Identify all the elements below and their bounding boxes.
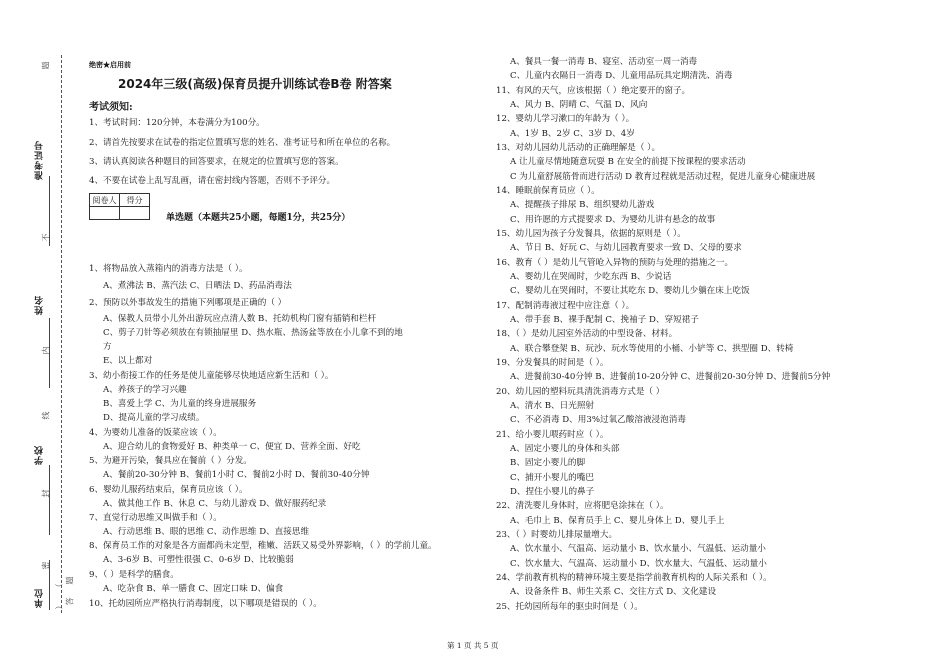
answer-options: C、饮水量大、气温高、运动量小 D、饮水量大、气温低、运动量小 — [510, 558, 767, 569]
seal-char: 内 — [41, 346, 51, 355]
answer-options: A、迎合幼儿的食物爱好 B、种类单一 C、便宜 D、营养全面、好吃 — [103, 442, 361, 452]
question-text: 7、直觉行动思维又叫做手和（ ）。 — [89, 513, 222, 523]
answer-options: A、清水 B、日光照射 — [510, 400, 595, 411]
secret-mark: 绝密★启用前 — [89, 60, 131, 69]
answer-options: A、风力 B、阴晴 C、气温 D、风向 — [510, 99, 648, 110]
seal-char: 答 — [65, 597, 75, 606]
answer-options: C、婴幼儿在哭闹时，不要让其吃东 D、婴幼儿少躺在床上吃饭 — [510, 286, 750, 297]
answer-options: C、捕开小婴儿的嘴巴 — [510, 472, 594, 483]
answer-options: C、用许愿的方式提要求 D、为婴幼儿讲有悬念的故事 — [510, 214, 716, 225]
answer-options: A、做其他工作 B、休息 C、与幼儿游戏 D、做好服药纪录 — [103, 499, 327, 509]
instruction-item: 2、请首先按要求在试卷的指定位置填写您的姓名、准考证号和所在单位的名称。 — [89, 138, 396, 148]
answer-options: A、保教人员带小儿外出游玩应点清人数 B、托幼机构门窗有插销和栏杆 — [103, 314, 377, 324]
margin-label-unit: 单位 — [35, 588, 45, 608]
answer-options: A、吃杂食 B、单一膳食 C、固定口味 D、偏食 — [103, 584, 284, 594]
instructions-heading: 考试须知: — [89, 102, 133, 113]
answer-options: A、煮沸法 B、蒸汽法 C、日晒法 D、药品消毒法 — [103, 281, 292, 291]
question-text: 2、预防以外事故发生的措施下列哪项是正确的（ ） — [89, 298, 287, 308]
margin-label-name: 姓名 — [35, 295, 45, 315]
reviewer-header: 阅卷人 — [90, 194, 120, 207]
answer-options: A、带手套 B、裸手配制 C、挽袖子 D、穿短裙子 — [510, 314, 699, 325]
instruction-item: 4、不要在试卷上乱写乱画，请在密封线内答题，否则不予评分。 — [89, 176, 336, 186]
school-blank — [49, 465, 50, 535]
answer-options: C、不必消毒 D、用3%过氧乙酸溶液浸泡消毒 — [510, 415, 686, 426]
section-title: 单选题（本题共25小题，每题1分，共25分） — [166, 213, 351, 223]
seal-char: （ — [54, 583, 64, 592]
question-text: 12、婴幼儿学习漱口的年龄为（ ）。 — [496, 114, 635, 125]
question-text: 6、婴幼儿服药结束后，保育员应该（ ）。 — [89, 485, 248, 495]
instruction-item: 3、请认真阅读各种题目的回答要求，在规定的位置填写您的答案。 — [89, 157, 344, 167]
question-text: 1、将物品放入蒸箱内的消毒方法是（ ）。 — [89, 264, 248, 274]
question-text: 14、睡眠前保育员应（ ）。 — [496, 185, 600, 196]
answer-options: D、捏住小婴儿的鼻子 — [510, 486, 595, 497]
question-text: 10、托幼园所应严格执行消毒制度，以下哪项是错误的（ ）。 — [89, 599, 322, 609]
question-text: 16、教育（ ）是幼儿气管呛入异物的预防与处理的措施之一。 — [496, 257, 734, 268]
answer-options: A、提醒孩子排尿 B、组织婴幼儿游戏 — [510, 200, 655, 211]
answer-options: C、剪子刀针等必须放在有锁抽屉里 D、热水瓶、热汤盆等放在小儿拿不到的地 — [103, 328, 403, 338]
instruction-item: 1、考试时间：120分钟，本卷满分为100分。 — [89, 118, 265, 128]
answer-options: A 让儿童尽情地随意玩耍 B 在安全的前提下按课程的要求活动 — [510, 157, 746, 168]
score-table — [89, 193, 150, 220]
answer-options: 方 — [103, 342, 112, 352]
question-text: 3、幼小衔接工作的任务是使儿童能够尽快地适应新生活和（ ）。 — [89, 371, 334, 381]
seal-char: 题 — [65, 576, 75, 585]
answer-options: A、3-6岁 B、可塑性很强 C、0-6岁 D、比较脆弱 — [103, 555, 294, 565]
answer-options: A、节日 B、好玩 C、与幼儿园教育要求一致 D、父母的要求 — [510, 243, 742, 254]
question-text: 19、分发餐具的时间是（ ）。 — [496, 357, 609, 368]
page-title: 2024年三级(高级)保育员提升训练试卷B卷 附答案 — [118, 77, 392, 91]
answer-options: C、儿童内衣隔日一消毒 D、儿童用品玩具定期清洗、消毒 — [510, 71, 733, 82]
seal-char: 题 — [41, 61, 51, 70]
answer-options: A、养孩子的学习兴趣 — [103, 385, 187, 395]
answer-options: C 为儿童舒展筋骨而进行活动 D 教育过程就是活动过程，促进儿童身心健康进展 — [510, 171, 816, 182]
answer-options: A、联合攀登架 B、玩沙、玩水等使用的小桶、小铲等 C、拱型圈 D、转椅 — [510, 343, 794, 354]
answer-options: A、饮水量小、气温高、运动量小 B、饮水量小、气温低、运动量小 — [510, 544, 766, 555]
question-text: 25、托幼园所每年的驱虫时间是（ ）。 — [496, 601, 643, 612]
answer-options: B、固定小婴儿的脚 — [510, 458, 586, 469]
score-header: 得分 — [120, 194, 150, 207]
reviewer-cell[interactable] — [90, 207, 120, 220]
question-text: 23、（ ）时婴幼儿排尿量增大。 — [496, 529, 618, 540]
question-text: 17、配制消毒液过程中应注意（ ）。 — [496, 300, 635, 311]
margin-label-exam-number: 准考证号 — [35, 140, 45, 180]
margin-label-school: 学校 — [35, 445, 45, 465]
question-text: 4、为婴幼儿准备的饭菜应该（ ）。 — [89, 428, 222, 438]
question-text: 22、清洗婴儿身体时，应将肥皂涂抹在（ ）。 — [496, 501, 669, 512]
answer-options: A、毛巾上 B、保育员手上 C、婴儿身体上 D、婴儿手上 — [510, 515, 725, 526]
question-text: 21、给小婴儿喂药时应（ ）。 — [496, 429, 609, 440]
question-text: 8、保育员工作的对象是各方面都尚未定型，稚嫩、活跃又易受外界影响，（ ）的学前儿童。 — [89, 541, 437, 551]
answer-options: A、设备条件 B、师生关系 C、交往方式 D、文化建设 — [510, 587, 717, 598]
answer-options: A、固定小婴儿的身体和头部 — [510, 443, 620, 454]
answer-options: A、餐前20-30分钟 B、餐前1小时 C、餐前2小时 D、餐前30-40分钟 — [103, 470, 370, 480]
question-text: 9、（ ）是科学的膳食。 — [89, 570, 179, 580]
question-text: 20、幼儿园的塑料玩具清洗消毒方式是（ ） — [496, 386, 665, 397]
question-text: 24、学前教育机构的精神环境主要是指学前教育机构的人际关系和（ ）。 — [496, 572, 772, 583]
answer-options: D、提高儿童的学习成绩。 — [103, 413, 205, 423]
seal-char: 封 — [41, 489, 51, 498]
answer-options: A、行动思维 B、眼的思维 C、动作思维 D、直接思维 — [103, 527, 310, 537]
answer-options: A、餐具一餐一消毒 B、寝室、活动室一周一消毒 — [510, 57, 698, 67]
question-text: 5、为避开污染，餐具应在餐前（ ）分发。 — [89, 456, 252, 466]
question-text: 13、对幼儿园幼儿活动的正确理解是（ ）。 — [496, 142, 661, 153]
question-text: 15、幼儿园为孩子分发餐具，依据的原则是（ ）。 — [496, 228, 686, 239]
answer-options: E、以上都对 — [103, 356, 153, 366]
score-cell[interactable] — [120, 207, 150, 220]
question-text: 18、（ ）是幼儿园室外活动的中型设备、材料。 — [496, 329, 678, 340]
seal-dashed-line — [61, 55, 62, 613]
answer-options: B、喜爱上学 C、为儿童的终身进展服务 — [103, 399, 257, 409]
answer-options: A、进餐前30-40分钟 B、进餐前10-20分钟 C、进餐前20-30分钟 D、进餐前5分钟 — [510, 372, 831, 383]
seal-char: 密 — [41, 561, 51, 570]
page-footer: 第 1 页 共 5 页 — [447, 641, 499, 650]
seal-char: 不 — [41, 233, 51, 242]
seal-char: 线 — [41, 411, 51, 420]
answer-options: A、1岁 B、2岁 C、3岁 D、4岁 — [510, 128, 635, 139]
answer-options: A、婴幼儿在哭闹时，少吃东西 B、少说话 — [510, 271, 672, 282]
seal-char: ） — [54, 601, 64, 610]
question-text: 11、有风的天气，应该根据（ ）绝定要开的窗子。 — [496, 85, 691, 96]
